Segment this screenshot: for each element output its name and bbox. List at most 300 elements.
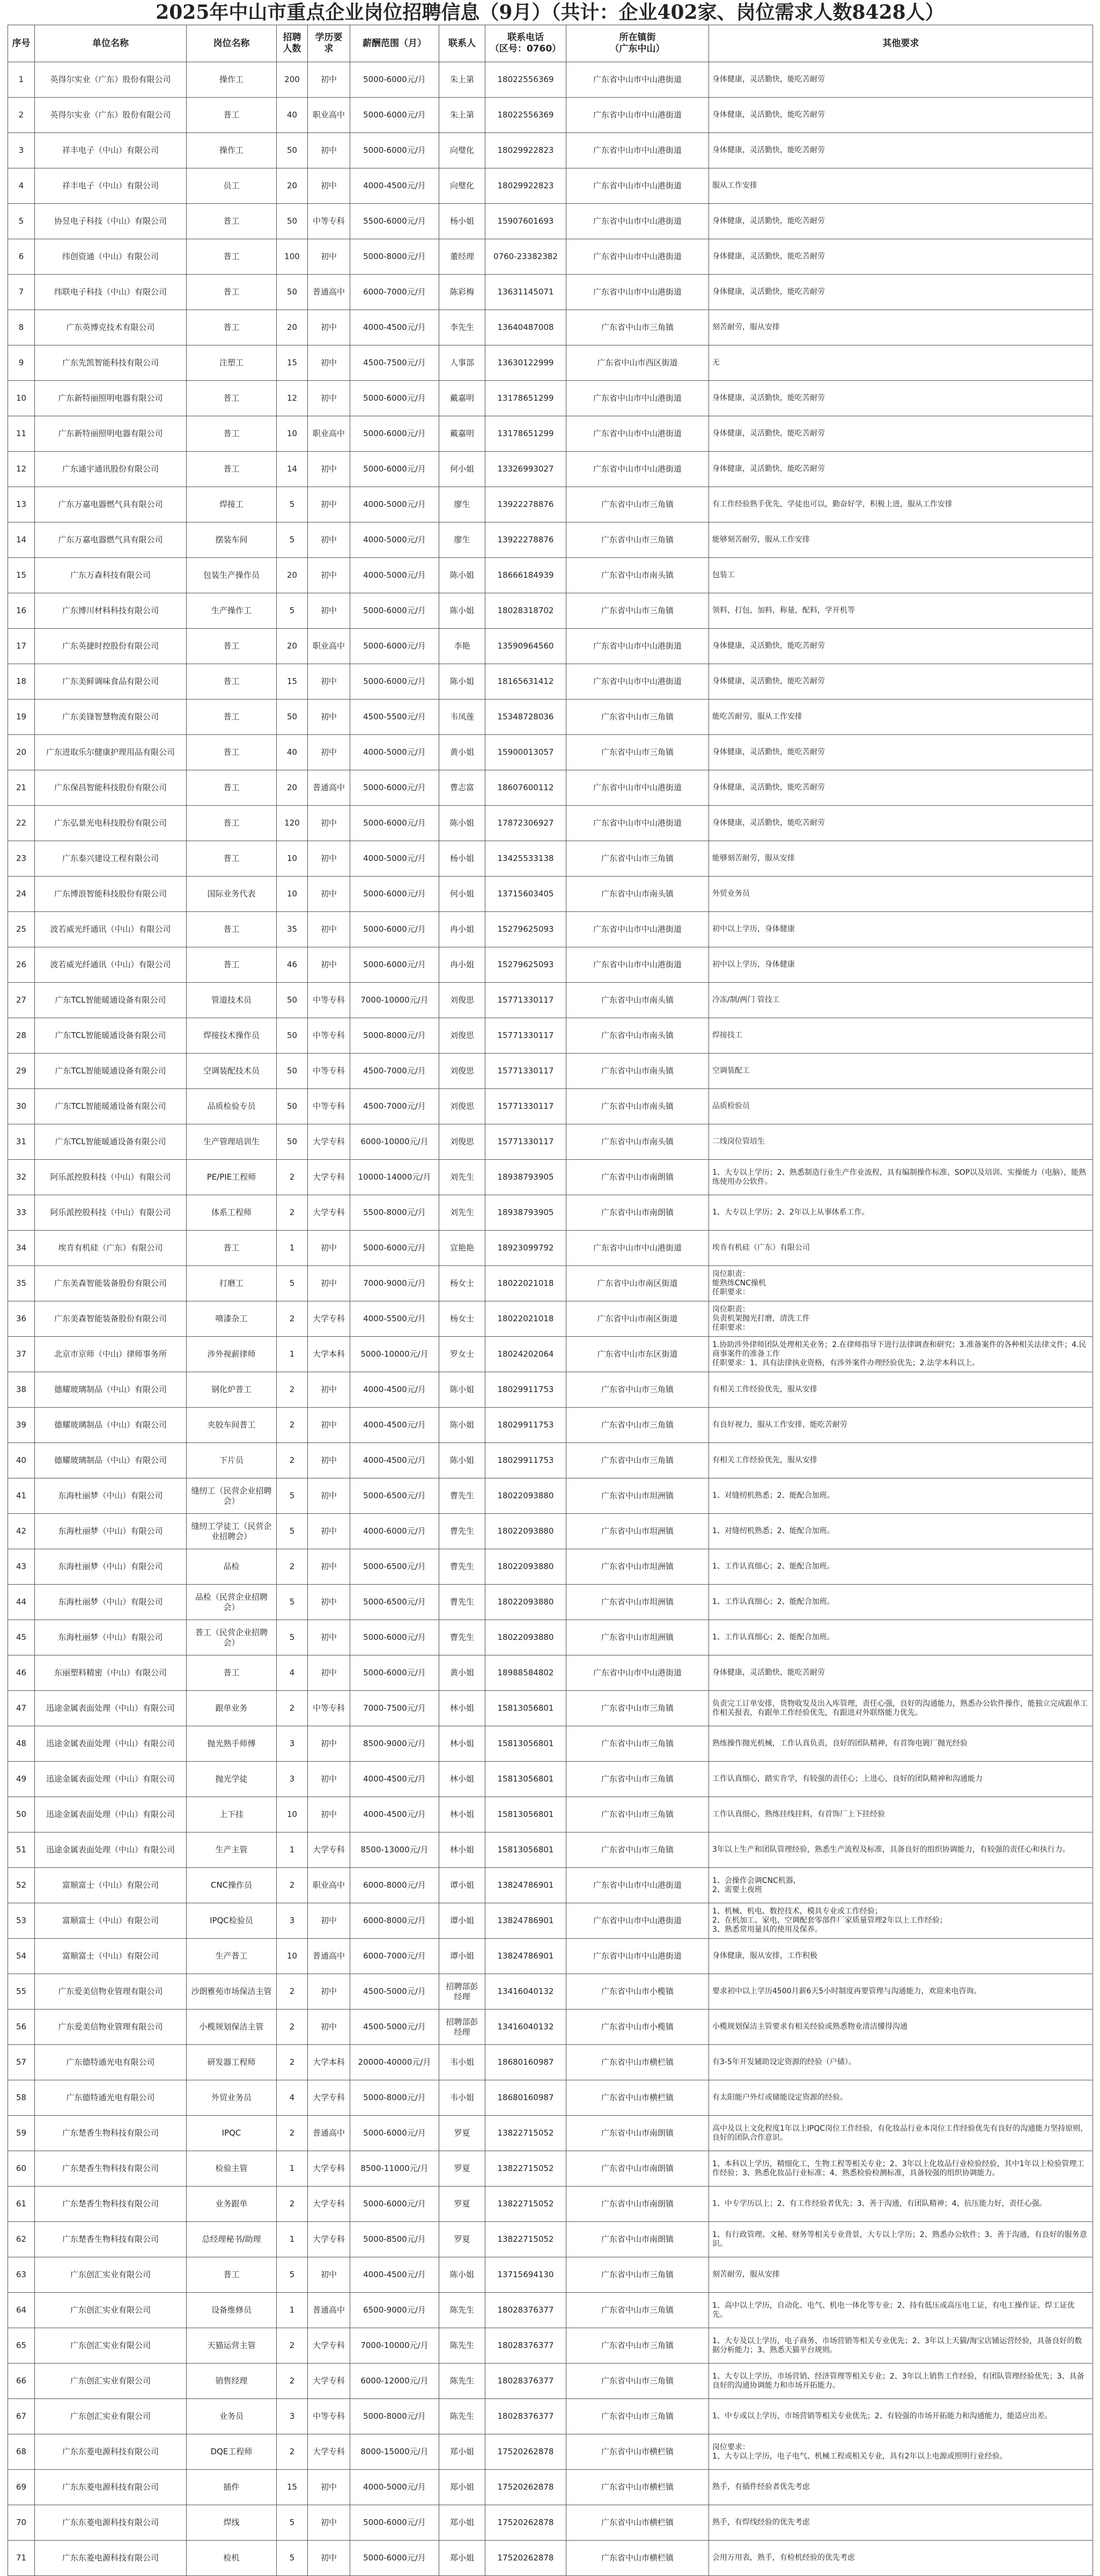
col-town: 广东省中山市坦洲镇 <box>566 1620 709 1655</box>
col-phone: 18607600112 <box>485 770 566 806</box>
col-salary: 7000-10000元/月 <box>350 983 439 1018</box>
col-count: 15 <box>277 664 308 700</box>
col-contact: 陈小姐 <box>439 664 485 700</box>
col-position: 品检 <box>187 1549 277 1585</box>
col-position: DQE工程师 <box>187 2434 277 2470</box>
col-phone: 13178651299 <box>485 381 566 416</box>
col-salary: 5000-8500元/月 <box>350 2222 439 2257</box>
col-requirements: 1、有行政管理、文秘、财务等相关专业背景，大专以上学历；2、熟悉办公软件；3、善于沟通，有良好的服务意识。 <box>709 2222 1093 2257</box>
col-position: 普工 <box>187 664 277 700</box>
col-phone: 18028376377 <box>485 2293 566 2328</box>
col-count: 50 <box>277 204 308 239</box>
col-requirements: 1、中专学历以上；2、有工作经验者优先；3、善于沟通，有团队精神；4、抗压能力好，责任心强。 <box>709 2187 1093 2222</box>
col-education: 中等专科 <box>308 1018 350 1054</box>
table-row <box>8 1514 1093 1549</box>
col-town: 广东省中山市横栏镇 <box>566 2434 709 2470</box>
col-phone: 15771330117 <box>485 983 566 1018</box>
col-position: 检验主管 <box>187 2151 277 2187</box>
col-education: 初中 <box>308 2257 350 2293</box>
col-town: 广东省中山市三角镇 <box>566 1726 709 1762</box>
col-contact: 李先生 <box>439 310 485 345</box>
col-town: 广东省中山市中山港街道 <box>566 62 709 98</box>
col-town: 广东省中山市中山港街道 <box>566 381 709 416</box>
col-requirements: 1、对缝纫机熟悉；2、能配合加班。 <box>709 1478 1093 1514</box>
col-requirements: 岗位要求： 1、大专以上学历，电子电气、机械工程或相关专业，具有2年以上电源或照明行业经验。 <box>709 2434 1093 2470</box>
col-position: 国际业务代表 <box>187 877 277 912</box>
col-company: 广东先凯智能科技有限公司 <box>35 345 187 381</box>
col-contact: 招聘部彭经理 <box>439 1974 485 2010</box>
col-salary: 8000-15000元/月 <box>350 2434 439 2470</box>
col-position: 普工 <box>187 770 277 806</box>
col-education: 中等专科 <box>308 1691 350 1726</box>
col-education: 中等专科 <box>308 1054 350 1089</box>
col-education: 初中 <box>308 735 350 770</box>
col-index: 43 <box>8 1549 35 1585</box>
col-index: 3 <box>8 133 35 168</box>
col-salary: 6000-8000元/月 <box>350 1868 439 1903</box>
col-company: 广东东菱电源科技有限公司 <box>35 2470 187 2505</box>
col-town: 广东省中山市小榄镇 <box>566 1974 709 2010</box>
col-contact: 郑小姐 <box>439 2470 485 2505</box>
col-company: 广东博川材料科技有限公司 <box>35 593 187 629</box>
col-education: 初中 <box>308 877 350 912</box>
col-company: 广东楚香生物科技有限公司 <box>35 2222 187 2257</box>
table-row <box>8 2080 1093 2116</box>
col-company: 广东爱美信物业管理有限公司 <box>35 1974 187 2010</box>
col-requirements: 有太阳能户外灯或储能设定资源的经验。 <box>709 2080 1093 2116</box>
col-company: 富顺富士（中山）有限公司 <box>35 1868 187 1903</box>
col-count: 2 <box>277 1691 308 1726</box>
col-requirements: 身体健康，灵活勤快，能吃苦耐劳 <box>709 806 1093 841</box>
col-education: 初中 <box>308 452 350 487</box>
col-company: 广东美森智能装备股份有限公司 <box>35 1266 187 1301</box>
col-town: 广东省中山市中山港街道 <box>566 1903 709 1939</box>
table-row <box>8 98 1093 133</box>
col-index: 21 <box>8 770 35 806</box>
col-position: 业务跟单 <box>187 2187 277 2222</box>
col-count: 5 <box>277 1620 308 1655</box>
col-salary: 4500-7000元/月 <box>350 1054 439 1089</box>
col-contact: 郑小姐 <box>439 2434 485 2470</box>
col-position: 注塑工 <box>187 345 277 381</box>
col-salary: 5000-6000元/月 <box>350 381 439 416</box>
col-town: 广东省中山市三角镇 <box>566 310 709 345</box>
col-company: 广东博浪智能科技股份有限公司 <box>35 877 187 912</box>
col-count: 2 <box>277 2010 308 2045</box>
col-company: 广东TCL智能暖通设备有限公司 <box>35 1124 187 1160</box>
col-company: 阿乐派控股科技（中山）有限公司 <box>35 1160 187 1195</box>
col-count: 4 <box>277 2080 308 2116</box>
col-salary: 4500-5000元/月 <box>350 1974 439 2010</box>
col-contact: 冉小姐 <box>439 947 485 983</box>
header-col-salary: 薪酬范围（月） <box>350 25 439 62</box>
table-row <box>8 2151 1093 2187</box>
col-contact: 冉小姐 <box>439 912 485 947</box>
col-count: 2 <box>277 2187 308 2222</box>
col-index: 66 <box>8 2364 35 2399</box>
col-count: 1 <box>277 2151 308 2187</box>
col-position: 普工 <box>187 416 277 452</box>
col-count: 2 <box>277 1974 308 2010</box>
col-index: 64 <box>8 2293 35 2328</box>
col-requirements: 要求初中以上学历4500月薪6天5小时制度再要管理与沟通能力，欢迎来电咨询。 <box>709 1974 1093 2010</box>
col-position: 小榄规划保洁主管 <box>187 2010 277 2045</box>
col-contact: 曹志富 <box>439 770 485 806</box>
col-index: 5 <box>8 204 35 239</box>
col-education: 初中 <box>308 1620 350 1655</box>
col-phone: 13326993027 <box>485 452 566 487</box>
table-row <box>8 2045 1093 2080</box>
col-town: 广东省中山市南朗镇 <box>566 2187 709 2222</box>
col-index: 36 <box>8 1301 35 1337</box>
col-contact: 李艳 <box>439 629 485 664</box>
col-contact: 陈小姐 <box>439 1408 485 1443</box>
table-row <box>8 1124 1093 1160</box>
col-town: 广东省中山市中山港街道 <box>566 629 709 664</box>
col-phone: 18022093880 <box>485 1478 566 1514</box>
col-position: 插件 <box>187 2470 277 2505</box>
col-requirements: 会用万用表，熟手，有检机经验的优先考虑 <box>709 2541 1093 2576</box>
col-index: 65 <box>8 2328 35 2364</box>
col-requirements: 品质检验员 <box>709 1089 1093 1124</box>
col-town: 广东省中山市中山港街道 <box>566 1939 709 1974</box>
col-position: 品检（民营企业招聘会） <box>187 1585 277 1620</box>
col-education: 初中 <box>308 1408 350 1443</box>
col-index: 67 <box>8 2399 35 2434</box>
col-town: 广东省中山市三角镇 <box>566 487 709 522</box>
col-town: 广东省中山市三角镇 <box>566 2257 709 2293</box>
col-company: 广东泰兴建设工程有限公司 <box>35 841 187 877</box>
col-education: 普通高中 <box>308 1939 350 1974</box>
col-company: 广东美森智能装备股份有限公司 <box>35 1301 187 1337</box>
col-salary: 4000-5000元/月 <box>350 841 439 877</box>
col-index: 10 <box>8 381 35 416</box>
col-town: 广东省中山市南区街道 <box>566 1266 709 1301</box>
col-salary: 4000-4500元/月 <box>350 168 439 204</box>
col-salary: 5000-8000元/月 <box>350 1018 439 1054</box>
table-row <box>8 1266 1093 1301</box>
col-education: 职业高中 <box>308 1868 350 1903</box>
col-index: 40 <box>8 1443 35 1478</box>
col-salary: 5000-6500元/月 <box>350 1549 439 1585</box>
col-town: 广东省中山市坦洲镇 <box>566 1585 709 1620</box>
col-town: 广东省中山市南头镇 <box>566 1054 709 1089</box>
col-index: 1 <box>8 62 35 98</box>
col-education: 职业高中 <box>308 98 350 133</box>
col-education: 初中 <box>308 1372 350 1408</box>
col-phone: 17520262878 <box>485 2470 566 2505</box>
table-row <box>8 1231 1093 1266</box>
col-index: 13 <box>8 487 35 522</box>
col-town: 广东省中山市中山港街道 <box>566 452 709 487</box>
col-phone: 15813056801 <box>485 1797 566 1832</box>
col-salary: 5000-6000元/月 <box>350 664 439 700</box>
col-education: 初中 <box>308 239 350 275</box>
col-education: 初中 <box>308 2010 350 2045</box>
col-requirements: 岗位职责： 能熟练CNC操机 任职要求： <box>709 1266 1093 1301</box>
col-requirements: 服从工作安排 <box>709 168 1093 204</box>
col-phone: 13822715052 <box>485 2151 566 2187</box>
col-town: 广东省中山市中山港街道 <box>566 1868 709 1903</box>
table-body <box>8 62 1093 2576</box>
col-index: 42 <box>8 1514 35 1549</box>
col-education: 初中 <box>308 1974 350 2010</box>
col-phone: 18024202064 <box>485 1337 566 1372</box>
col-requirements: 刻苦耐劳，服从安排 <box>709 310 1093 345</box>
col-index: 63 <box>8 2257 35 2293</box>
col-salary: 5000-6000元/月 <box>350 133 439 168</box>
col-company: 富顺富士（中山）有限公司 <box>35 1903 187 1939</box>
table-row <box>8 1868 1093 1903</box>
col-company: 波若威光纤通讯（中山）有限公司 <box>35 947 187 983</box>
col-phone: 13178651299 <box>485 416 566 452</box>
col-contact: 韦凤莲 <box>439 700 485 735</box>
col-salary: 4500-7500元/月 <box>350 345 439 381</box>
col-phone: 18028376377 <box>485 2364 566 2399</box>
col-phone: 13922278876 <box>485 487 566 522</box>
table-row <box>8 2470 1093 2505</box>
col-requirements: 岗位职责： 负责机架抛光打磨，清洗工件 任职要求： <box>709 1301 1093 1337</box>
table-row <box>8 1408 1093 1443</box>
col-town: 广东省中山市三角镇 <box>566 700 709 735</box>
col-count: 10 <box>277 1939 308 1974</box>
col-salary: 7000-10000元/月 <box>350 2328 439 2364</box>
table-row <box>8 452 1093 487</box>
col-phone: 13425533138 <box>485 841 566 877</box>
col-contact: 杨小姐 <box>439 841 485 877</box>
col-town: 广东省中山市南头镇 <box>566 558 709 593</box>
col-salary: 5000-6000元/月 <box>350 2116 439 2151</box>
col-education: 初中 <box>308 806 350 841</box>
table-row <box>8 239 1093 275</box>
col-salary: 5000-6000元/月 <box>350 947 439 983</box>
col-index: 54 <box>8 1939 35 1974</box>
col-position: 普工 <box>187 381 277 416</box>
table-row <box>8 2116 1093 2151</box>
col-phone: 18022021018 <box>485 1266 566 1301</box>
col-company: 广东美锋智慧物流有限公司 <box>35 700 187 735</box>
col-salary: 4000-4500元/月 <box>350 1443 439 1478</box>
col-position: 操作工 <box>187 133 277 168</box>
col-index: 19 <box>8 700 35 735</box>
col-position: 天猫运营主管 <box>187 2328 277 2364</box>
col-education: 初中 <box>308 1797 350 1832</box>
col-count: 15 <box>277 345 308 381</box>
col-requirements: 1、工作认真细心；2、能配合加班。 <box>709 1585 1093 1620</box>
col-requirements: 1、高中以上学历，自动化、电气、机电一体化等专业；2、持有低压或高压电工证，有电工操作证、焊工证优先。 <box>709 2293 1093 2328</box>
col-position: 焊接工 <box>187 487 277 522</box>
col-education: 初中 <box>308 558 350 593</box>
col-requirements: 熟练操作抛光机械，工作认真负责，良好的团队精神，有首饰电镀厂抛光经验 <box>709 1726 1093 1762</box>
col-position: 喷漆杂工 <box>187 1301 277 1337</box>
col-company: 广东楚香生物科技有限公司 <box>35 2187 187 2222</box>
table-row <box>8 133 1093 168</box>
col-contact: 陈小姐 <box>439 593 485 629</box>
col-position: 包装生产操作员 <box>187 558 277 593</box>
col-town: 广东省中山市南头镇 <box>566 1018 709 1054</box>
col-contact: 曹先生 <box>439 1585 485 1620</box>
col-company: 东海杜丽梦（中山）有限公司 <box>35 1478 187 1514</box>
col-count: 2 <box>277 2328 308 2364</box>
col-index: 53 <box>8 1903 35 1939</box>
col-education: 初中 <box>308 912 350 947</box>
col-town: 广东省中山市西区街道 <box>566 345 709 381</box>
col-salary: 5000-8000元/月 <box>350 2080 439 2116</box>
col-company: 广东创汇实业有限公司 <box>35 2364 187 2399</box>
col-contact: 朱上第 <box>439 62 485 98</box>
col-company: 祥丰电子（中山）有限公司 <box>35 133 187 168</box>
col-salary: 6000-7000元/月 <box>350 1939 439 1974</box>
col-phone: 18988584802 <box>485 1655 566 1691</box>
col-phone: 15279625093 <box>485 947 566 983</box>
col-phone: 18938793905 <box>485 1160 566 1195</box>
table-row <box>8 522 1093 558</box>
col-company: 协昱电子科技（中山）有限公司 <box>35 204 187 239</box>
col-count: 3 <box>277 1903 308 1939</box>
col-index: 27 <box>8 983 35 1018</box>
col-town: 广东省中山市横栏镇 <box>566 2541 709 2576</box>
col-position: 缝纫工学徒工（民营企业招聘会） <box>187 1514 277 1549</box>
col-education: 大学专科 <box>308 2328 350 2364</box>
col-phone: 13631145071 <box>485 275 566 310</box>
col-index: 44 <box>8 1585 35 1620</box>
col-contact: 韦小姐 <box>439 2045 485 2080</box>
col-contact: 罗夏 <box>439 2187 485 2222</box>
col-salary: 5000-6000元/月 <box>350 593 439 629</box>
col-index: 22 <box>8 806 35 841</box>
col-count: 5 <box>277 1514 308 1549</box>
col-education: 初中 <box>308 1903 350 1939</box>
col-phone: 13824786901 <box>485 1903 566 1939</box>
col-requirements: 小榄规划保洁主管要求有相关经验或熟悉物业清洁懂得沟通 <box>709 2010 1093 2045</box>
col-salary: 20000-40000元/月 <box>350 2045 439 2080</box>
col-salary: 4000-5000元/月 <box>350 522 439 558</box>
col-position: 体系工程师 <box>187 1195 277 1231</box>
col-position: 生产管理培训生 <box>187 1124 277 1160</box>
col-requirements: 身体健康，灵活勤快，能吃苦耐劳 <box>709 452 1093 487</box>
col-company: 广东英捷时控股份有限公司 <box>35 629 187 664</box>
col-count: 5 <box>277 593 308 629</box>
col-index: 35 <box>8 1266 35 1301</box>
col-phone: 15900013057 <box>485 735 566 770</box>
col-position: 外贸业务员 <box>187 2080 277 2116</box>
col-count: 40 <box>277 735 308 770</box>
col-company: 迅途金属表面处理（中山）有限公司 <box>35 1832 187 1868</box>
col-count: 50 <box>277 275 308 310</box>
col-town: 广东省中山市南朗镇 <box>566 1195 709 1231</box>
col-position: 抛光熟手师傅 <box>187 1726 277 1762</box>
col-index: 8 <box>8 310 35 345</box>
col-index: 6 <box>8 239 35 275</box>
col-education: 初中 <box>308 345 350 381</box>
jobs-table <box>8 25 1093 2576</box>
table-row <box>8 1797 1093 1832</box>
col-salary: 5000-6000元/月 <box>350 877 439 912</box>
col-town: 广东省中山市南头镇 <box>566 983 709 1018</box>
col-company: 广东东菱电源科技有限公司 <box>35 2541 187 2576</box>
col-count: 120 <box>277 806 308 841</box>
col-count: 10 <box>277 841 308 877</box>
col-contact: 宣艳艳 <box>439 1231 485 1266</box>
col-education: 初中 <box>308 1231 350 1266</box>
col-salary: 5500-6000元/月 <box>350 204 439 239</box>
col-count: 2 <box>277 2364 308 2399</box>
col-count: 2 <box>277 1160 308 1195</box>
col-education: 普通高中 <box>308 2116 350 2151</box>
col-contact: 陈先生 <box>439 2399 485 2434</box>
col-position: 跟单业务 <box>187 1691 277 1726</box>
col-count: 5 <box>277 522 308 558</box>
table-row <box>8 1691 1093 1726</box>
col-education: 初中 <box>308 1726 350 1762</box>
col-requirements: 1、大专以上学历，市场营销、经济管理等相关专业；2、3年以上销售工作经验，有团队管理经验优先；3、具备良好的沟通协调能力和市场开拓能力。 <box>709 2364 1093 2399</box>
col-salary: 5000-6500元/月 <box>350 1585 439 1620</box>
col-index: 9 <box>8 345 35 381</box>
col-contact: 陈先生 <box>439 2328 485 2364</box>
col-company: 迅途金属表面处理（中山）有限公司 <box>35 1797 187 1832</box>
col-salary: 5000-6000元/月 <box>350 806 439 841</box>
col-company: 迅途金属表面处理（中山）有限公司 <box>35 1762 187 1797</box>
col-requirements: 身体健康，灵活勤快，能吃苦耐劳 <box>709 62 1093 98</box>
col-count: 2 <box>277 1195 308 1231</box>
col-phone: 15813056801 <box>485 1691 566 1726</box>
col-contact: 陈小姐 <box>439 2257 485 2293</box>
col-education: 初中 <box>308 487 350 522</box>
col-index: 57 <box>8 2045 35 2080</box>
col-salary: 4500-7000元/月 <box>350 1089 439 1124</box>
col-count: 2 <box>277 2434 308 2470</box>
col-requirements: 1、大专以上学历；2、2年以上从事体系工作。 <box>709 1195 1093 1231</box>
col-requirements: 外贸业务员 <box>709 877 1093 912</box>
col-town: 广东省中山市三角镇 <box>566 2364 709 2399</box>
col-education: 初中 <box>308 381 350 416</box>
col-position: 夹胶车间普工 <box>187 1408 277 1443</box>
table-row <box>8 1620 1093 1655</box>
col-town: 广东省中山市三角镇 <box>566 1691 709 1726</box>
col-education: 初中 <box>308 168 350 204</box>
table-row <box>8 2399 1093 2434</box>
col-education: 初中 <box>308 947 350 983</box>
col-requirements: 有相关工作经验优先，服从安排 <box>709 1372 1093 1408</box>
col-count: 100 <box>277 239 308 275</box>
col-contact: 罗女士 <box>439 1337 485 1372</box>
col-town: 广东省中山市南朗镇 <box>566 1160 709 1195</box>
col-salary: 4500-5000元/月 <box>350 2010 439 2045</box>
table-row <box>8 2541 1093 2576</box>
col-contact: 林小姐 <box>439 1726 485 1762</box>
col-requirements: 3年以上生产和团队管理经验，熟悉生产流程及标准，具备良好的组织协调能力，有较强的责任心和执行力。 <box>709 1832 1093 1868</box>
col-town: 广东省中山市中山港街道 <box>566 1231 709 1266</box>
col-phone: 15771330117 <box>485 1018 566 1054</box>
col-count: 50 <box>277 133 308 168</box>
table-row <box>8 1549 1093 1585</box>
col-company: 广东创汇实业有限公司 <box>35 2399 187 2434</box>
col-company: 东海杜丽梦（中山）有限公司 <box>35 1585 187 1620</box>
col-salary: 6000-7000元/月 <box>350 275 439 310</box>
col-position: 品质检验专员 <box>187 1089 277 1124</box>
col-count: 1 <box>277 2222 308 2257</box>
col-town: 广东省中山市南头镇 <box>566 877 709 912</box>
col-contact: 陈先生 <box>439 2364 485 2399</box>
col-contact: 人事部 <box>439 345 485 381</box>
col-town: 广东省中山市三角镇 <box>566 2399 709 2434</box>
col-index: 60 <box>8 2151 35 2187</box>
col-company: 迅途金属表面处理（中山）有限公司 <box>35 1726 187 1762</box>
col-count: 3 <box>277 1762 308 1797</box>
col-requirements: 1、机械、机电、数控技术，模具专业或工作经验； 2、在机加工、家电、空调配套零部件厂家质量管理2年以上工作经验； 3、熟悉常用量具的使用及保养。 <box>709 1903 1093 1939</box>
col-contact: 刘俊思 <box>439 1018 485 1054</box>
table-row <box>8 487 1093 522</box>
